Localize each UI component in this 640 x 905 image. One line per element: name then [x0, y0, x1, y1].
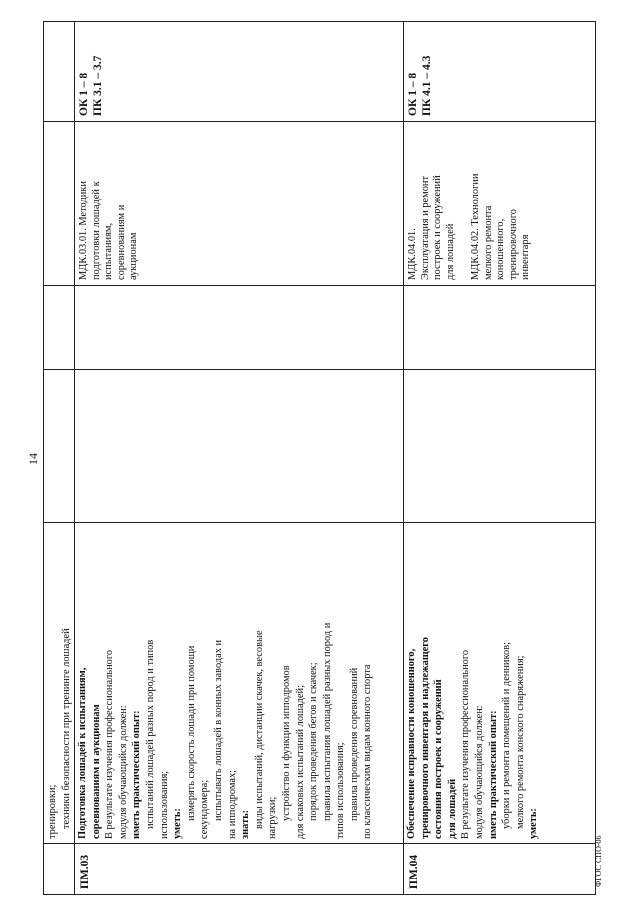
- competency-item: ПК 3.1 – 3.7: [92, 55, 104, 116]
- text-line: Эксплуатация и ремонт: [419, 175, 431, 280]
- module-code: ПМ.03: [79, 854, 91, 889]
- text-line: МДК.04.02. Технологии: [469, 173, 481, 280]
- competency-list: [406, 56, 434, 116]
- column-divider: [43, 285, 596, 286]
- text-line: мелкого ремонта конского снаряжения;: [514, 655, 526, 829]
- competency-item: ОК 1 – 8: [78, 72, 90, 116]
- module-description: [405, 637, 541, 839]
- competency-list: [77, 56, 105, 116]
- text-line: Обеспечение исправности коношенного,: [406, 648, 417, 839]
- text-line: уборки и ремонта помещений и денников;: [501, 641, 513, 829]
- column-divider: [43, 522, 596, 523]
- text-line: соревнованиям и: [115, 204, 127, 280]
- text-line: использования;: [158, 770, 170, 839]
- row-divider: [403, 21, 404, 895]
- mdk-list: [407, 174, 533, 280]
- text-line: нагрузки;: [267, 796, 279, 839]
- text-line: подготовки лошадей к: [90, 181, 102, 280]
- mdk-list: [78, 181, 141, 280]
- text-line: состояния построек и сооружений: [433, 679, 445, 839]
- text-line: на ипподромах;: [226, 769, 238, 839]
- text-line: МДК.04.01.: [407, 228, 418, 280]
- text-line: правила проведения соревнований: [348, 667, 360, 821]
- module-description: [76, 623, 375, 839]
- text-line: порядок проведения бегов и скачек;: [308, 662, 320, 821]
- text-line: аукционам: [128, 232, 140, 280]
- page-number: 14: [26, 453, 40, 465]
- text-line: правила испытания лошадей разных пород и: [321, 622, 333, 821]
- text-line: типов использования;: [335, 742, 347, 839]
- text-line: соревнованиям и аукционам: [90, 704, 102, 839]
- module-code: ПМ.04: [408, 854, 420, 889]
- text-line: тренировки;: [47, 784, 58, 839]
- text-line: тренировочного: [507, 209, 519, 280]
- text-line: знать:: [240, 809, 252, 839]
- text-line: инвентаря: [520, 234, 532, 280]
- text-line: уметь:: [172, 808, 184, 839]
- text-line: модуля обучающийся должен:: [117, 705, 129, 839]
- competency-item: ПК 4.1 – 4.3: [421, 55, 433, 116]
- text-line: секундомера;: [199, 779, 211, 839]
- text-line: испытаний лошадей разных пород и типов: [144, 639, 156, 829]
- text-line: построек и сооружений: [432, 175, 444, 280]
- text-line: измерять скорость лошади при помощи: [185, 645, 197, 821]
- text-line: виды испытаний, дистанции скачек, весовые: [253, 630, 265, 829]
- text-line: тренировочного инвентаря и надлежащего: [419, 637, 431, 839]
- footer-code: ФГОС СПО-06: [594, 835, 603, 887]
- text-line: по классическим видам конного спорта: [362, 664, 374, 839]
- text-line: В результате изучения профессионального: [460, 649, 472, 839]
- text-line: иметь практический опыт:: [131, 710, 143, 839]
- text-line: МДК.03.01. Методики: [78, 181, 89, 280]
- text-line: испытаниям,: [103, 222, 115, 280]
- column-divider: [43, 843, 596, 844]
- text-line: мелкого ремонта: [482, 205, 494, 280]
- row-divider: [74, 21, 75, 895]
- text-line: иметь практический опыт:: [487, 710, 499, 839]
- column-divider: [43, 121, 596, 122]
- text-line: [457, 174, 470, 280]
- text-line: модуля обучающийся должен:: [473, 705, 485, 839]
- carryover-text: [46, 628, 73, 839]
- text-line: для скаковых испытаний лошадей;: [294, 685, 306, 839]
- competency-item: ОК 1 – 8: [407, 72, 419, 116]
- text-line: уметь:: [528, 808, 540, 839]
- text-line: коношенного,: [495, 218, 507, 280]
- text-line: для лошадей: [446, 778, 458, 839]
- text-line: В результате изучения профессионального: [104, 649, 116, 839]
- text-line: для лошадей: [444, 223, 456, 280]
- text-line: Подготовка лошадей к испытаниям,: [77, 667, 88, 839]
- text-line: техники безопасности при тренинге лошадей: [60, 628, 72, 829]
- text-line: устройство и функции ипподромов: [280, 665, 292, 821]
- column-divider: [43, 369, 596, 370]
- text-line: испытывать лошадей в конных заводах и: [212, 639, 224, 821]
